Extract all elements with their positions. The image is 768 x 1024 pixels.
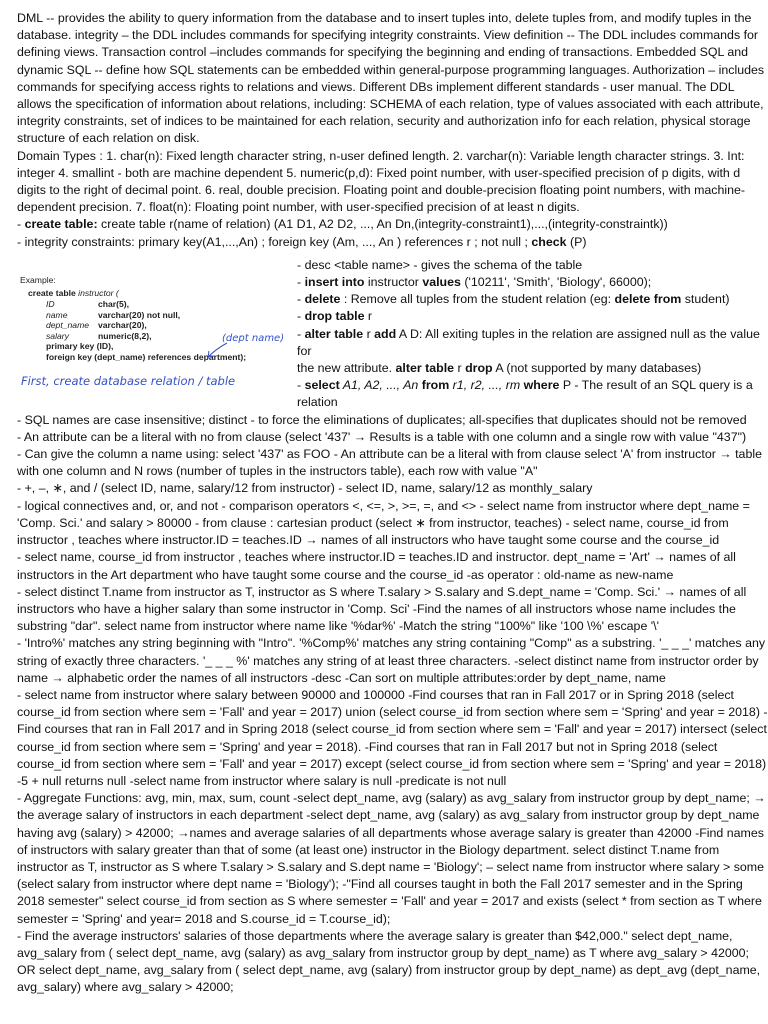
code-line	[28, 331, 246, 342]
intro-paragraph-dml: DML -- provides the ability to query information from the database and to insert tuples into, delete tuples from, and modify tuples in the database. integrity – the DDL includes commands for specifying integrity constraints. View definition -- The DDL includes commands for defining views. Transaction control –includes commands for specifying the beginning and ending of transactions. Embedded SQL and dynamic SQL -- define how SQL statements can be embedded within general-purpose programming languages. Authorization – includes commands for specifying access rights to relations and views. Different DBs implement different standards - user manual. The DDL allows the specification of information about relations, including: SCHEMA of each relation, type of values associated with each attribute, integrity constraints, set of indices to be maintained for each relation, security and authorization info for each relation, physical storage structure of each relation on disk.	[17, 11, 765, 146]
t: -	[297, 309, 305, 324]
constraints-text: - integrity constraints: primary key(A1,...,An) ; foreign key (Am, ..., An ) references r ; not null ;	[17, 234, 532, 249]
kw: delete	[304, 292, 341, 307]
ddl-notes	[295, 257, 768, 412]
constraints-line	[17, 234, 768, 251]
note-paragraph: - An attribute can be a literal with no from clause (select '437' → Results is a table with one column and a single row with value "437")	[17, 429, 747, 444]
kw: values	[422, 275, 461, 290]
create-rest: create table r(name of relation) (A1 D1, A2 D2, ..., An Dn,(integrity-constraint1),...,(integrity-constraintk))	[97, 217, 668, 232]
code-line	[28, 299, 246, 310]
desc-line: - desc <table name> - gives the schema of the table	[297, 257, 583, 272]
code-text: instructor (	[75, 288, 119, 299]
t: A D: All exiting tuples in the relation are assigned null as the value for	[297, 326, 760, 358]
alter-add-line	[297, 326, 768, 360]
note-paragraph: - logical connectives and, or, and not - comparison operators <, <=, >, >=, =, and <> - select name from instructor where dept_name = 'Comp. Sci.' and salary > 80000 - from clause : cartesian product (select ∗ from instructor, teaches) - select name, course_id from instructor , teaches where instructor.ID = teaches.ID → names of all instructors who have taught some course and the course_id	[17, 498, 750, 548]
code-type: char(5),	[98, 299, 130, 310]
check-keyword: check	[531, 234, 567, 249]
t: -	[297, 292, 305, 307]
code-type: numeric(8,2),	[98, 330, 152, 341]
code-attr: salary	[46, 330, 69, 341]
note-paragraph: - Find the average instructors' salaries of those departments where the average salary is greater than $42,000." select dept_name, avg_salary from ( select dept_name, avg (salary) as avg_salary from instructor group by dept_name) as T where avg_salary > 42000; OR select dept_name, avg_salary from ( select dept_name, avg (salary) from instructor group by dept_name) as dept_avg (dept_name, avg_salary) where avg_salary > 42000;	[17, 928, 761, 995]
code-line	[28, 288, 246, 299]
delete-line	[297, 291, 768, 308]
t: ('10211', 'Smith', 'Biology', 66000);	[460, 275, 652, 290]
t: instructor	[364, 275, 423, 290]
example-figure	[17, 257, 295, 397]
code-line	[28, 320, 246, 331]
kw: where	[523, 378, 560, 393]
code-line	[28, 310, 246, 321]
t: : Remove all tuples from the student relation (eg:	[340, 292, 615, 307]
handwritten-arrow-icon	[202, 341, 232, 361]
handwritten-dept-name-note: (dept name)	[222, 332, 285, 344]
t: P - The result of an SQL query is a relation	[297, 378, 753, 410]
code-attr: dept_name	[46, 320, 90, 331]
kw: insert into	[304, 275, 365, 290]
drop-line	[297, 308, 768, 325]
t: A (not supported by many databases)	[492, 361, 702, 376]
kw: from	[421, 378, 450, 393]
t: -	[297, 378, 305, 393]
select-line	[297, 377, 768, 411]
insert-line	[297, 274, 768, 291]
code-type: varchar(20),	[98, 320, 147, 331]
t: r	[363, 326, 375, 341]
t: A1, A2, ..., An	[339, 378, 422, 393]
t: r	[364, 309, 373, 324]
t: student)	[681, 292, 730, 307]
t: -	[297, 326, 305, 341]
code-line: primary key (ID),	[46, 341, 114, 352]
code-attr: name	[46, 309, 68, 320]
create-keyword: create table:	[24, 217, 98, 232]
note-paragraph: - select name from instructor where salary between 90000 and 100000 -Find courses that ran in Fall 2017 or in Spring 2018 (select course_id from section where sem = 'Fall' and year = 2017) union (select course_id from section where sem = 'Spring' and year = 2018) - Find courses that ran in Fall 2017 and in Spring 2018 (select course_id from section where sem = 'Fall' and year = 2017) intersect (select course_id from section where sem = 'Spring' and year = 2018). -Find courses that ran in Fall 2017 but not in Spring 2018 (select course_id from section where sem = 'Fall' and year = 2017) except (select course_id from section where sem = 'Spring' and year = 2018) -5 + null returns null -select name from instructor where salary is null -predicate is not null	[17, 687, 768, 788]
figure-and-notes-row	[17, 257, 768, 412]
kw: delete from	[614, 292, 682, 307]
intro-paragraph-domain-types: Domain Types : 1. char(n): Fixed length character string, n-user defined length. 2. varchar(n): Variable length character strings. 3. Int: integer 4. smallint - both are machine dependent 5. numeric(p,d): Fixed point number, with user-specified precision of p digits, with d digits to the right of decimal point. 6. real, double precision. Floating point and double-precision floating point numbers, with machine-dependent precision. 7. float(n): Floating point number, with user-specified precision of at least n digits.	[17, 148, 746, 215]
kw: select	[304, 378, 340, 393]
t: r	[454, 361, 466, 376]
t: r1, r2, ..., rm	[449, 378, 524, 393]
handwritten-create-note: First, create database relation / table	[21, 373, 236, 388]
note-paragraph: - +, –, ∗, and / (select ID, name, salary/12 from instructor) - select ID, name, salary/12 as monthly_salary	[17, 481, 593, 496]
kw: alter table	[304, 326, 364, 341]
note-paragraph: - select name, course_id from instructor , teaches where instructor.ID = teaches.ID and instructor. dept_name = 'Art' → names of all instructors in the Art department who have taught some course and the course_id -as operator : old-name as new-name	[17, 550, 736, 582]
note-paragraph: - Can give the column a name using: select '437' as FOO - An attribute can be a literal with from clause select 'A' from instructor → table with one column and N rows (number of tuples in the instructors table), each row with value "A"	[17, 447, 762, 479]
kw: drop	[465, 361, 493, 376]
kw: alter table	[395, 361, 455, 376]
sql-notes-body	[17, 412, 768, 997]
note-paragraph: - 'Intro%' matches any string beginning with "Intro". '%Comp%' matches any string containing "Comp" as a substring. '_ _ _' matches any string of exactly three characters. '_ _ _ %' matches any string of at least three characters. -select distinct name from instructor order by name → alphabetic order the names of all instructors -desc -Can sort on multiple attributes:order by dept_name, name	[17, 636, 766, 685]
note-paragraph: - select distinct T.name from instructor as T, instructor as S where T.salary > S.salary and S.dept_name = 'Comp. Sci.' → names of all instructors who have a higher salary than some instructor in 'Comp. Sci' -Find the names of all instructors whose name includes the substring "dar". select name from instructor where name like '%dar%' -Match the string "100%" like '100 \%' escape '\'	[17, 584, 747, 634]
constraints-rest: (P)	[566, 234, 587, 249]
t: the new attribute.	[297, 361, 396, 376]
example-label: Example:	[20, 274, 56, 285]
create-lead: -	[17, 217, 25, 232]
code-keyword: create table	[28, 288, 76, 299]
code-line: foreign key (dept_name) references department);	[46, 352, 247, 362]
note-paragraph: - SQL names are case insensitive; distinct - to force the eliminations of duplicates; all-specifies that duplicates should not be removed	[17, 412, 747, 427]
kw: drop table	[304, 309, 365, 324]
code-type: varchar(20) not null,	[98, 309, 181, 320]
note-paragraph: - Aggregate Functions: avg, min, max, sum, count -select dept_name, avg (salary) as avg_salary from instructor group by dept_name; → the average salary of instructors in each department -select dept_name, avg (salary) as avg_salary from instructor group by dept_name having avg (salary) > 42000; →names and average salaries of all departments whose average salary is greater than 42000 -Find names of instructors with salary greater than that of some (at least one) instructor in the Biology department. select distinct T.name from instructor as T, instructor as S where T.salary > S.salary and S.dept name = 'Biology'; – select name from instructor where salary > some (select salary from instructor where dept name = 'Biology'); -"Find all courses taught in both the Fall 2017 semester and in the Spring 2018 semester" select course_id from section as S where semester = 'Fall' and year = 2017 and exists (select * from section as T where semester = 'Spring' and year= 2018 and S.course_id = T.course_id);	[17, 791, 766, 926]
alter-drop-line	[297, 360, 768, 377]
code-attr: ID	[46, 299, 55, 310]
create-table-line	[17, 216, 768, 233]
kw: add	[374, 326, 397, 341]
t: -	[297, 275, 305, 290]
